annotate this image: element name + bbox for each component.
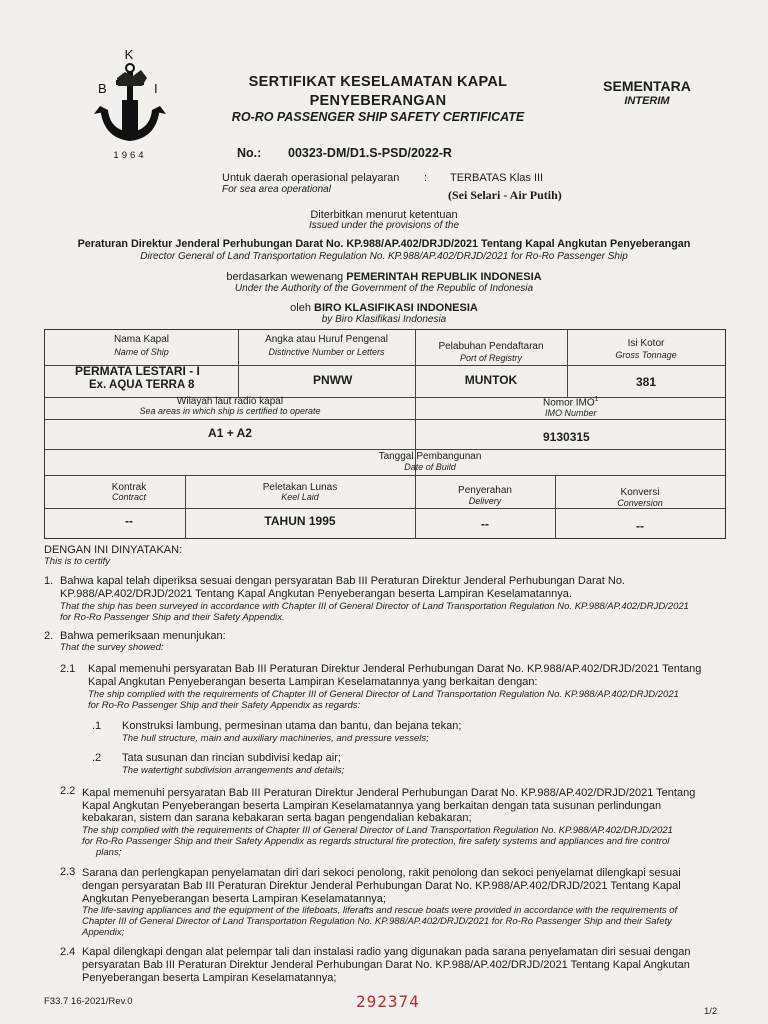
gross-tonnage-header-en: Gross Tonnage: [615, 350, 677, 360]
table-divider: [45, 475, 725, 476]
table-divider: [45, 508, 725, 509]
table-divider: [45, 449, 725, 450]
port-header: Pelabuhan Pendaftaran: [438, 341, 544, 352]
section-2-1-line-en: The ship complied with the requirements of Chapter III of General Director of Land Transportation Regulation No. KP.988/AP.402/DRJD/2021: [88, 689, 679, 700]
item1-line-en: That the ship has been surveyed in accordance with Chapter III of General Director of Land Transportation Regulation No. KP.988/AP.402/DRJD/2021: [60, 601, 689, 612]
svg-text:B: B: [98, 81, 107, 96]
section-2-2-number: 2.2: [60, 785, 76, 797]
keel-header: Peletakan Lunas: [262, 482, 338, 493]
section-2-1-1-line-en: The hull structure, main and auxiliary machineries, and pressure vessels;: [122, 733, 429, 744]
section-2-1-line-en: for Ro-Ro Passenger Ship and their Safety Appendix as regards:: [88, 700, 361, 711]
issuer-prefix: oleh: [290, 302, 315, 314]
section-2-2-line-en: for Ro-Ro Passenger Ship and their Safety Appendix as regards structural fire protection, fire safety systems and appliances and fire control: [82, 836, 670, 847]
section-2-1-1-line: Konstruksi lambung, permesinan utama dan bantu, dan bejana tekan;: [122, 720, 462, 732]
authority-line-en: Under the Authority of the Government of the Republic of Indonesia: [234, 283, 534, 294]
imo-header-text: Nomor IMO: [543, 397, 595, 409]
authority-prefix: berdasarkan wewenang: [226, 271, 347, 283]
imo-footnote-mark: 1: [594, 396, 599, 403]
number-label: No.:: [237, 146, 262, 160]
anchor-emblem-icon: [92, 46, 168, 164]
title-id-line2: PENYEBERANGAN: [309, 93, 447, 109]
issued-label-en: Issued under the provisions of the: [308, 220, 460, 231]
ship-name-value: PERMATA LESTARI - I: [75, 364, 200, 378]
section-2-3-line-en: Appendix;: [82, 927, 125, 938]
section-2-4-number: 2.4: [60, 946, 76, 958]
authority-name: PEMERINTAH REPUBLIK INDONESIA: [346, 271, 542, 283]
radio-area-value: A1 + A2: [208, 426, 252, 440]
status-label-en: INTERIM: [624, 95, 670, 107]
section-2-1-1-number: .1: [92, 720, 102, 732]
section-2-1-2-number: .2: [92, 752, 102, 764]
build-date-header-en: Date of Build: [404, 462, 456, 472]
section-2-1-line: Kapal Angkutan Penyeberangan beserta Lampiran Keselamatannya yang berkaitan dengan:: [88, 676, 538, 688]
issuer-line: [0, 302, 768, 314]
conversion-header-en: Conversion: [617, 498, 663, 508]
delivery-header-en: Delivery: [468, 496, 502, 506]
operation-route: (Sei Selari - Air Putih): [448, 188, 562, 202]
status-label: SEMENTARA: [603, 78, 691, 94]
certify-heading-en: This is to certify: [44, 556, 110, 567]
regulation-title-en: Director General of Land Transportation Regulation No. KP.988/AP.402/DRJD/2021 for Ro-Ro Passenger Ship: [140, 251, 628, 262]
section-2-3-line-en: Chapter III of General Director of Land Transportation Regulation No. KP.988/AP.402/DRJD/2021 for Ro-Ro Passenger Ship and their Safety: [82, 916, 672, 927]
operation-area-label: Untuk daerah operasional pelayaran: [222, 172, 400, 184]
contract-header-en: Contract: [111, 492, 146, 502]
item1-line-en: for Ro-Ro Passenger Ship and their Safety Appendix.: [60, 612, 285, 623]
table-divider: [45, 419, 725, 420]
ship-former-name: Ex. AQUA TERRA 8: [89, 379, 195, 391]
founded-year: 1964: [113, 150, 147, 161]
operation-area-label-en: For sea area operational: [222, 184, 331, 195]
delivery-value: --: [481, 517, 489, 531]
section-2-3-line-en: The life-saving appliances and the equipment of the lifeboats, liferafts and rescue boats were provided in accordance with the requirements of: [82, 905, 678, 916]
distinctive-value: PNWW: [313, 373, 353, 387]
section-2-2-line: Kapal memenuhi persyaratan Bab III Peraturan Direktur Jenderal Perhubungan Darat No. KP.988/AP.402/DRJD/2021 Tentang: [82, 787, 696, 799]
imo-header: [543, 396, 599, 408]
item1-line: KP.988/AP.402/DRJD/2021 Tentang Kapal Angkutan Penyeberangan beserta Lampiran Keselamatannya.: [60, 588, 572, 600]
conversion-header: Konversi: [620, 487, 660, 498]
conversion-value: --: [636, 519, 644, 533]
section-2-2-line-en: plans;: [96, 847, 122, 858]
imo-value: 9130315: [543, 430, 590, 444]
ship-name-header-en: Name of Ship: [114, 347, 169, 357]
section-2-3-line: Angkutan Penyeberangan beserta Lampiran Keselamatannya;: [82, 893, 386, 905]
item2-line: Bahwa pemeriksaan menunjukan:: [60, 630, 226, 642]
section-2-1-2-line-en: The watertight subdivision arrangements and details;: [122, 765, 345, 776]
imo-header-en: IMO Number: [545, 408, 597, 418]
section-2-4-line: Kapal dilengkapi dengan alat pelempar tali dan instalasi radio yang digunakan pada sarana penyelamatan diri sesuai dengan: [82, 946, 691, 958]
section-2-1-number: 2.1: [60, 663, 76, 675]
section-2-3-number: 2.3: [60, 866, 76, 878]
gross-tonnage-header: Isi Kotor: [627, 338, 665, 349]
radio-area-header-en: Sea areas in which ship is certified to operate: [139, 406, 321, 416]
keel-value: TAHUN 1995: [264, 514, 336, 528]
certify-heading: DENGAN INI DINYATAKAN:: [44, 544, 183, 556]
radio-area-header: Wilayah laut radio kapal: [176, 396, 284, 407]
section-2-2-line: kebakaran, sistem dan sarana kebakaran serta bagan pengendalian kebakaran;: [82, 812, 472, 824]
regulation-title: Peraturan Direktur Jenderal Perhubungan Darat No. KP.988/AP.402/DRJD/2021 Tentang Kapal Angkutan Penyeberangan: [77, 238, 691, 250]
ship-name-header: Nama Kapal: [113, 334, 170, 345]
section-2-3-line: Sarana dan perlengkapan penyelamatan diri dari sekoci penolong, rakit penolong dan sekoci penyelamat dilengkapi sesuai: [82, 867, 681, 879]
operation-area-colon: :: [424, 172, 428, 184]
gross-tonnage-value: 381: [635, 375, 657, 389]
port-value: MUNTOK: [464, 373, 518, 387]
item2-number: 2.: [44, 630, 54, 642]
operation-area-value: TERBATAS Klas III: [450, 172, 544, 184]
contract-header: Kontrak: [111, 482, 147, 493]
form-code: F33.7 16-2021/Rev.0: [44, 996, 133, 1007]
keel-header-en: Keel Laid: [281, 492, 319, 502]
section-2-2-line-en: The ship complied with the requirements of Chapter III of General Director of Land Transportation Regulation No. KP.988/AP.402/DRJD/2021: [82, 825, 673, 836]
item1-line: Bahwa kapal telah diperiksa sesuai dengan persyaratan Bab III Peraturan Direktur Jenderal Perhubungan Darat No.: [60, 575, 626, 587]
port-header-en: Port of Registry: [459, 353, 523, 363]
section-2-4-line: persyaratan Bab III Peraturan Direktur Jenderal Perhubungan Darat No. KP.988/AP.402/DRJD/2021 Tentang Kapal Angkutan: [82, 959, 690, 971]
certificate-number: 00323-DM/D1.S-PSD/2022-R: [288, 146, 452, 160]
section-2-1-line: Kapal memenuhi persyaratan Bab III Peraturan Direktur Jenderal Perhubungan Darat No. KP.988/AP.402/DRJD/2021 Tentang: [88, 663, 702, 675]
section-2-4-line: Penyeberangan beserta Lampiran Keselamatannya;: [82, 972, 337, 984]
section-2-2-line: Kapal Angkutan Penyeberangan beserta Lampiran Keselamatannya yang berkaitan dengan tata susunan perlindungan: [82, 800, 662, 812]
issuer-name: BIRO KLASIFIKASI INDONESIA: [314, 302, 478, 314]
item2-line-en: That the survey showed:: [60, 642, 164, 653]
authority-line: [0, 271, 768, 283]
ship-particulars-table: [44, 329, 726, 539]
build-date-header: Tanggal Pembangunan: [378, 451, 482, 462]
svg-text:I: I: [154, 81, 158, 96]
issuer-line-en: by Biro Klasifikasi Indonesia: [321, 314, 447, 325]
distinctive-header-en: Distinctive Number or Letters: [268, 347, 385, 357]
section-2-3-line: dengan persyaratan Bab III Peraturan Direktur Jenderal Perhubungan Darat No. KP.988/AP.402/DRJD/2021 Tentang Kapal: [82, 880, 681, 892]
contract-value: --: [125, 514, 133, 528]
title-id-line1: SERTIFIKAT KESELAMATAN KAPAL: [248, 74, 508, 90]
serial-number: 292374: [356, 992, 420, 1011]
page-number: 1/2: [704, 1006, 718, 1017]
item1-number: 1.: [44, 575, 54, 587]
delivery-header: Penyerahan: [458, 485, 512, 496]
title-en: RO-RO PASSENGER SHIP SAFETY CERTIFICATE: [231, 110, 525, 124]
bki-logo: [92, 46, 168, 164]
svg-text:K: K: [124, 47, 134, 62]
section-2-1-2-line: Tata susunan dan rincian subdivisi kedap air;: [122, 752, 341, 764]
distinctive-header: Angka atau Huruf Pengenal: [265, 334, 388, 345]
issued-label: Diterbitkan menurut ketentuan: [310, 209, 458, 221]
